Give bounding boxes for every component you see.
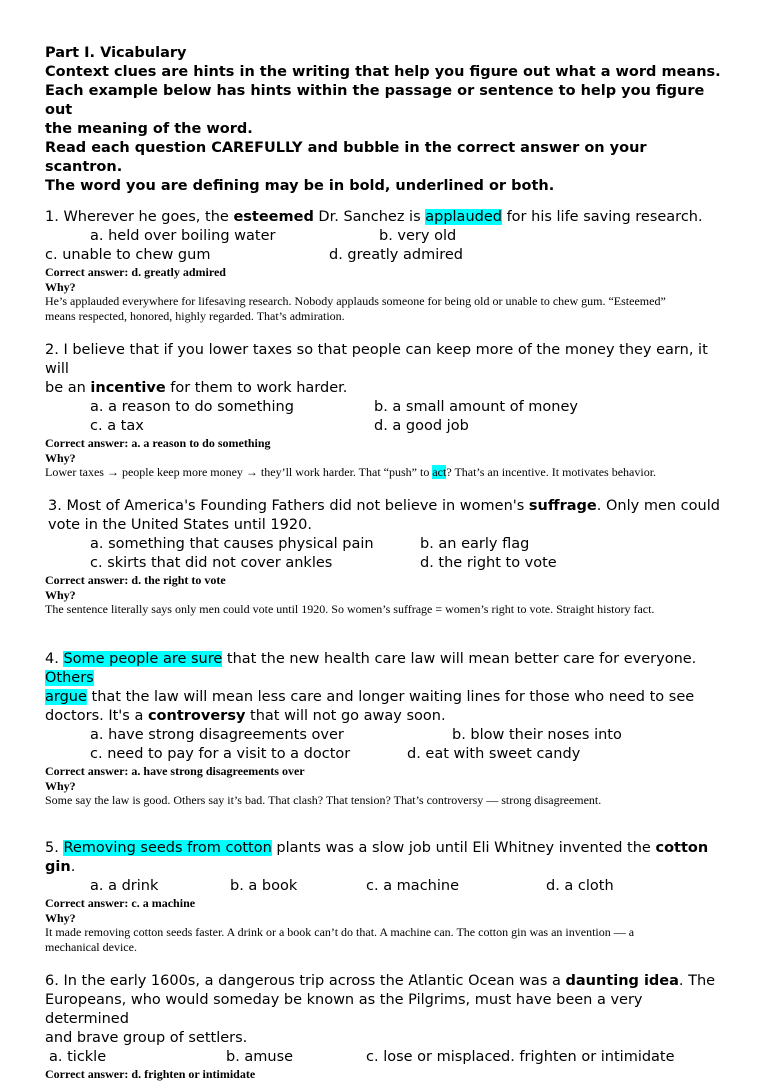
question-text: [45, 707, 725, 726]
option-a: a. a reason to do something: [90, 399, 294, 415]
text: that the new health care law will mean better care for everyone.: [222, 651, 697, 667]
correct-answer: Correct answer: d. the right to vote: [45, 573, 226, 587]
defined-word: controversy: [147, 708, 246, 724]
text: 6. In the early 1600s, a dangerous trip across the Atlantic Ocean was a: [45, 973, 566, 989]
text: Dr. Sanchez is: [313, 209, 426, 225]
option-d: d. a cloth: [546, 878, 614, 894]
text: 5.: [45, 840, 64, 856]
options-row: [45, 745, 725, 764]
highlighted-clue: argue: [45, 689, 87, 705]
text: . The: [678, 973, 716, 989]
option-a: a. a drink: [90, 878, 159, 894]
options-row: [45, 227, 725, 246]
text: Lower taxes → people keep more money → they’ll work harder. That “push” to: [45, 465, 433, 479]
highlighted-clue: applauded: [425, 209, 502, 225]
why-label: Why?: [45, 279, 76, 294]
correct-answer: Correct answer: d. greatly admired: [45, 265, 226, 279]
options-row: [45, 726, 725, 745]
intro-line: Each example below has hints within the passage or sentence to help you figure out: [45, 83, 705, 118]
options-row: [45, 398, 725, 417]
explanation: The sentence literally says only men could vote until 1920. So women’s suffrage = women’s right to vote. Straight history fact.: [45, 602, 655, 616]
why-label: Why?: [45, 587, 76, 602]
why-label: Why?: [45, 910, 76, 925]
text: for his life saving research.: [501, 209, 703, 225]
option-d: d. the right to vote: [420, 555, 557, 571]
question-text: [45, 688, 725, 707]
question-text: [45, 650, 725, 688]
defined-word: incentive: [90, 380, 166, 396]
option-a: a. held over boiling water: [90, 228, 276, 244]
options-row: [48, 554, 725, 573]
option-c: c. a machine: [366, 878, 459, 894]
text: that the law will mean less care and longer waiting lines for those who need to see: [86, 689, 695, 705]
intro-block: [45, 44, 725, 196]
correct-answer: Correct answer: d. frighten or intimidate: [45, 1067, 256, 1081]
question-text: [45, 379, 725, 398]
option-a: a. have strong disagreements over: [90, 727, 344, 743]
text: ? That’s an incentive. It motivates behavior.: [446, 465, 657, 479]
text: 3. Most of America's Founding Fathers did not believe in women's: [48, 498, 529, 514]
why-label: Why?: [45, 450, 76, 465]
question-text: [45, 208, 725, 227]
option-a: a. tickle: [49, 1049, 107, 1065]
intro-line: Context clues are hints in the writing that help you figure out what a word means.: [45, 64, 721, 80]
why-label: Why?: [45, 778, 76, 793]
question-text: Europeans, who would someday be known as the Pilgrims, must have been a very determined: [45, 992, 643, 1027]
question-4: [45, 650, 725, 808]
text: for them to work harder.: [165, 380, 348, 396]
text: that will not go away soon.: [245, 708, 446, 724]
defined-word: suffrage: [528, 498, 597, 514]
option-b: b. blow their noses into: [452, 727, 622, 743]
text: doctors. It's a: [45, 708, 148, 724]
options-row: [45, 1048, 725, 1067]
options-row: [48, 535, 725, 554]
explanation: mechanical device.: [45, 940, 137, 954]
question-text: 2. I believe that if you lower taxes so that people can keep more of the money they earn, it will: [45, 342, 708, 377]
text: .: [70, 859, 76, 875]
option-d: d. greatly admired: [329, 247, 463, 263]
question-text: [48, 497, 725, 516]
question-text: [45, 839, 725, 877]
options-row: [45, 246, 725, 265]
correct-answer: Correct answer: a. have strong disagreements over: [45, 764, 305, 778]
option-b: b. amuse: [226, 1049, 294, 1065]
option-b: b. a book: [230, 878, 298, 894]
options-row: [45, 877, 725, 896]
defined-word: esteemed: [233, 209, 314, 225]
option-c: c. unable to chew gum: [45, 247, 211, 263]
worksheet: [45, 44, 725, 1082]
text: be an: [45, 380, 91, 396]
option-c: c. skirts that did not cover ankles: [90, 555, 333, 571]
explanation: Some say the law is good. Others say it’s bad. That clash? That tension? That’s controversy — strong disagreement.: [45, 793, 602, 807]
intro-line: The word you are defining may be in bold, underlined or both.: [45, 178, 555, 194]
option-b: b. very old: [379, 228, 457, 244]
explanation: It made removing cotton seeds faster. A drink or a book can’t do that. A machine can. The cotton gin was an invention — a: [45, 925, 635, 939]
section-heading: Part I. Vicabulary: [45, 45, 187, 61]
question-text: [45, 972, 725, 991]
defined-word: cotton gin: [45, 840, 709, 875]
question-text: and brave group of settlers.: [45, 1030, 248, 1046]
explanation: [45, 465, 725, 480]
text: 1. Wherever he goes, the: [45, 209, 234, 225]
intro-line: the meaning of the word.: [45, 121, 253, 137]
question-3: [45, 497, 725, 617]
highlighted-clue: Others: [45, 670, 94, 686]
option-d: d. eat with sweet candy: [407, 746, 581, 762]
correct-answer: Correct answer: a. a reason to do something: [45, 436, 271, 450]
explanation: means respected, honored, highly regarded. That’s admiration.: [45, 309, 345, 323]
explanation: He’s applauded everywhere for lifesaving research. Nobody applauds someone for being old or unable to chew gum. “Esteemed”: [45, 294, 666, 308]
question-2: [45, 341, 725, 480]
highlighted-word: act: [432, 465, 447, 479]
text: . Only men could: [596, 498, 720, 514]
question-1: [45, 208, 725, 324]
text: 4.: [45, 651, 64, 667]
options-row: [45, 417, 725, 436]
option-b: b. a small amount of money: [374, 399, 578, 415]
defined-word: daunting idea: [565, 973, 679, 989]
highlighted-clue: Removing seeds from cotton: [63, 840, 272, 856]
option-c: c. a tax: [90, 418, 144, 434]
question-text: vote in the United States until 1920.: [48, 517, 312, 533]
option-b: b. an early flag: [420, 536, 530, 552]
option-a: a. something that causes physical pain: [90, 536, 374, 552]
option-c: c. need to pay for a visit to a doctor: [90, 746, 351, 762]
question-6: [45, 972, 725, 1082]
question-5: [45, 839, 725, 955]
option-d: d. frighten or intimidate: [501, 1049, 675, 1065]
option-c: c. lose or misplace: [366, 1049, 502, 1065]
correct-answer: Correct answer: c. a machine: [45, 896, 196, 910]
option-d: d. a good job: [374, 418, 469, 434]
intro-line: Read each question CAREFULLY and bubble in the correct answer on your scantron.: [45, 140, 647, 175]
highlighted-clue: Some people are sure: [63, 651, 223, 667]
text: plants was a slow job until Eli Whitney invented the: [271, 840, 656, 856]
